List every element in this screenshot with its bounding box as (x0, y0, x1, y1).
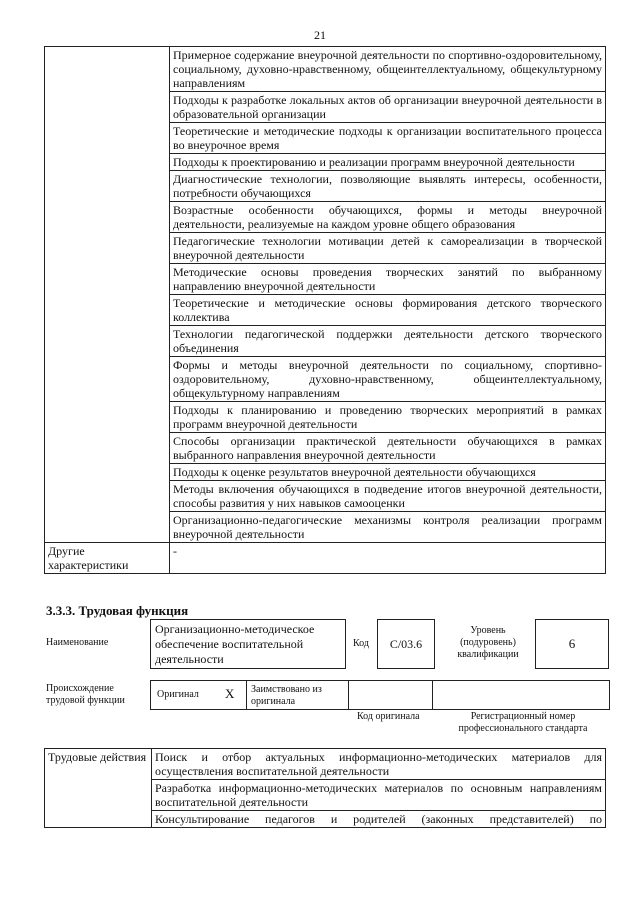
knowledge-cell: Педагогические технологии мотивации детей к самореализации в творческой внеурочной деятельности (170, 233, 606, 264)
empty-left-cell (45, 47, 170, 543)
borrowed-cell (247, 681, 349, 709)
borrowed-label: Заимствовано из оригинала (251, 684, 322, 707)
knowledge-cell: Формы и методы внеурочной деятельности по социальному, спортивно-оздоровительному, духовно-нравственному, общеинтеллектуальному, общекультурному направлениям (170, 357, 606, 402)
code-original-cell (349, 681, 433, 709)
knowledge-cell: Теоретические и методические подходы к организации воспитательного процесса во внеурочное время (170, 123, 606, 154)
knowledge-cell: Диагностические технологии, позволяющие выявлять интересы, особенности, потребности обучающихся (170, 171, 606, 202)
level-box (535, 619, 609, 669)
origin-row (150, 680, 610, 710)
labour-actions-label: Трудовые действия (45, 749, 152, 828)
knowledge-cell: Методы включения обучающихся в подведение итогов внеурочной деятельности, способы развития у них навыков самооценки (170, 481, 606, 512)
knowledge-cell: Примерное содержание внеурочной деятельности по спортивно-оздоровительному, социальному, духовно-нравственному, общеинтеллектуальному, общекультурному направлениям (170, 47, 606, 92)
original-label: Оригинал (157, 689, 199, 700)
action-cell: Разработка информационно-методических материалов по основным направлениям воспитательной деятельности (152, 780, 606, 811)
page-number: 21 (314, 28, 326, 42)
labour-actions-table (44, 748, 606, 828)
knowledge-cell: Подходы к оценке результатов внеурочной деятельности обучающихся (170, 464, 606, 481)
table-row (45, 749, 606, 780)
code-value: С/03.6 (389, 636, 423, 651)
knowledge-cell: Теоретические и методические основы формирования детского творческого коллектива (170, 295, 606, 326)
code-label: Код (353, 638, 369, 649)
action-cell: Поиск и отбор актуальных информационно-методических материалов для осуществления воспитательной деятельности (152, 749, 606, 780)
table-row (45, 543, 606, 574)
knowledge-cell: Возрастные особенности обучающихся, формы и методы внеурочной деятельности, реализуемые на каждом уровне общего образования (170, 202, 606, 233)
knowledge-cell: Подходы к разработке локальных актов об организации внеурочной деятельности в образовательной организации (170, 92, 606, 123)
knowledge-table (44, 46, 606, 574)
knowledge-cell: Технологии педагогической поддержки деятельности детского творческого объединения (170, 326, 606, 357)
knowledge-cell: Организационно-педагогические механизмы контроля реализации программ внеурочной деятельности (170, 512, 606, 543)
original-mark: X (225, 686, 235, 701)
knowledge-cell: Подходы к проектированию и реализации программ внеурочной деятельности (170, 154, 606, 171)
origin-label: Происхождение трудовой функции (46, 683, 125, 706)
code-box (377, 619, 435, 669)
reg-number-label: Регистрационный номер профессионального стандарта (458, 711, 588, 734)
knowledge-cell: Способы организации практической деятельности обучающихся в рамках выбранного направления внеурочной деятельности (170, 433, 606, 464)
other-characteristics-label: Другие характеристики (45, 543, 170, 574)
level-label: Уровень (подуровень) квалификации (457, 625, 519, 660)
name-label: Наименование (46, 637, 109, 648)
table-row (45, 47, 606, 92)
code-original-label: Код оригинала (357, 711, 420, 722)
other-characteristics-value: - (170, 543, 606, 574)
original-cell (151, 681, 247, 709)
knowledge-cell: Подходы к планированию и проведению творческих мероприятий в рамках программ внеурочной деятельности (170, 402, 606, 433)
action-cell: Консультирование педагогов и родителей (законных представителей) по (152, 811, 606, 828)
knowledge-cell: Методические основы проведения творческих занятий по выбранному направлению внеурочной деятельности (170, 264, 606, 295)
section-title: 3.3.3. Трудовая функция (46, 603, 189, 618)
function-name-value: Организационно-методическое обеспечение воспитательной деятельности (155, 622, 315, 666)
function-name-box (150, 619, 346, 669)
level-value: 6 (568, 636, 576, 651)
reg-number-cell (433, 681, 609, 709)
